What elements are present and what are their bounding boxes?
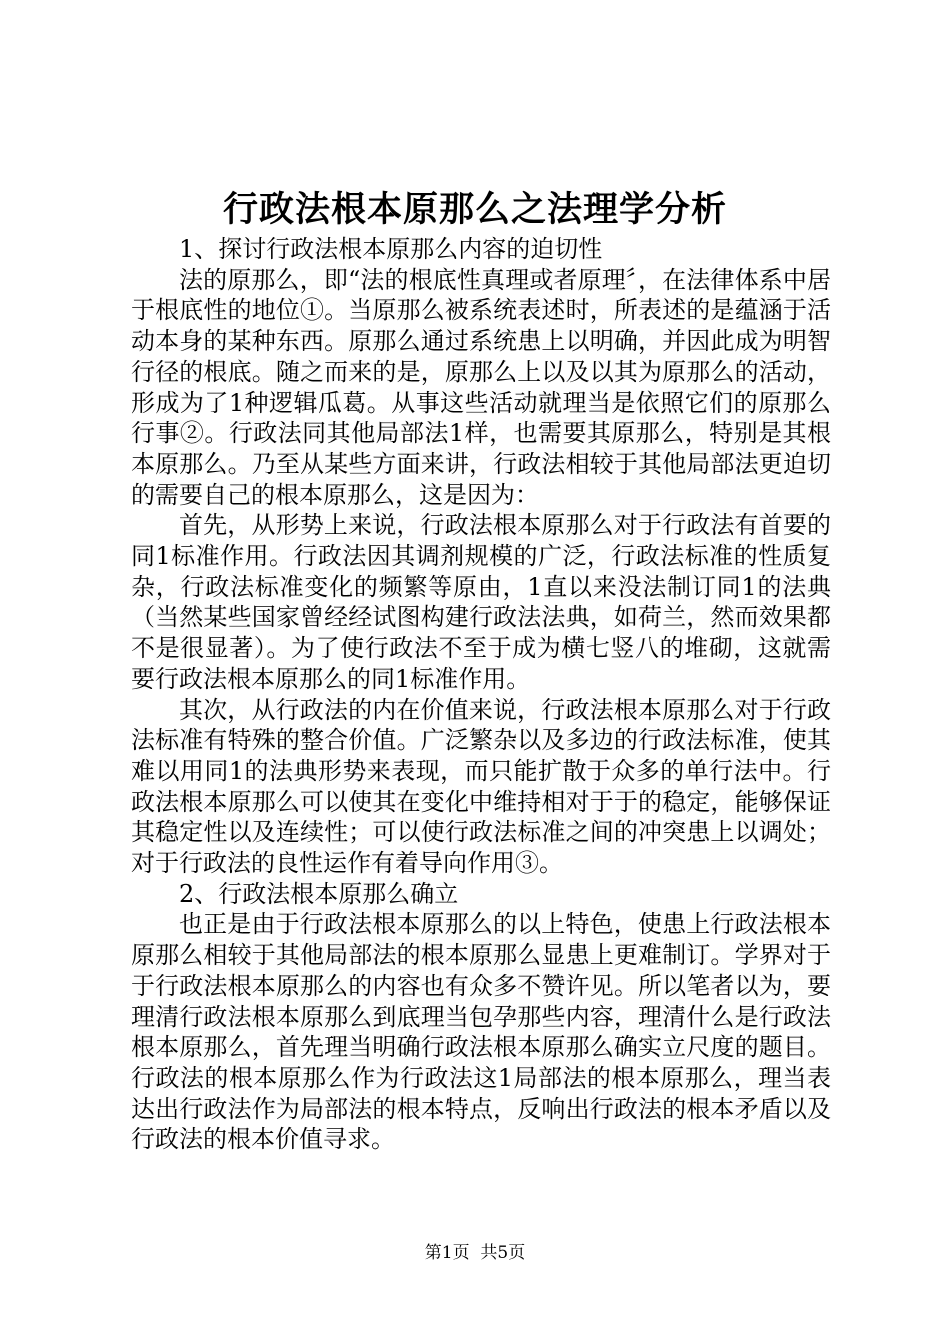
paragraph-principle-definition: 法的原那么，即“法的根底性真理或者原理〞，在法律体系中居于根底性的地位①。当原那么被系统表述时，所表述的是蕴涵于活动本身的某种东西。原那么通过系统患上以明确，并因此成为明智行径的根底。随之而来的是，原那么上以及以其为原那么的活动，形成为了1种逻辑瓜葛。从事这些活动就理当是依照它们的原那么行事②。行政法同其他局部法1样，也需要其原那么，特别是其根本原那么。乃至从某些方面来讲，行政法相较于其他局部法更迫切的需要自己的根本原那么，这是因为：: [131, 265, 831, 509]
page-total: 共5页: [480, 1243, 526, 1263]
section-heading-1: 1、探讨行政法根本原那么内容的迫切性: [179, 235, 603, 263]
document-body: [131, 234, 831, 1155]
document-title: 行政法根本原那么之法理学分析: [222, 189, 727, 230]
paragraph-first-reason: 首先，从形势上来说，行政法根本原那么对于行政法有首要的同1标准作用。行政法因其调剂规模的广泛，行政法标准的性质复杂，行政法标准变化的频繁等原由，1直以来没法制订同1的法典（当然某些国家曾经经试图构建行政法法典，如荷兰，然而效果都不是很显著）。为了使行政法不至于成为横七竖八的堆砌，这就需要行政法根本原那么的同1标准作用。: [131, 511, 831, 693]
section-heading-2: 2、行政法根本原那么确立: [179, 879, 459, 908]
paragraph-establishment: 也正是由于行政法根本原那么的以上特色，使患上行政法根本原那么相较于其他局部法的根本原那么显患上更难制订。学界对于于行政法根本原那么的内容也有众多不赞许见。所以笔者以为，要理清行政法根本原那么到底理当包孕那些内容，理清什么是行政法根本原那么，首先理当明确行政法根本原那么确实立尺度的题目。行政法的根本原那么作为行政法这1局部法的根本原那么，理当表达出行政法作为局部法的根本特点，反响出行政法的根本矛盾以及行政法的根本价值寻求。: [131, 910, 831, 1154]
paragraph-second-reason: 其次，从行政法的内在价值来说，行政法根本原那么对于行政法标准有特殊的整合价值。广泛繁杂以及多边的行政法标准，使其难以用同1的法典形势来表现，而只能扩散于众多的单行法中。行政法根本原那么可以使其在变化中维持相对于于的稳定，能够保证其稳定性以及连续性；可以使行政法标准之间的冲突患上以调处；对于行政法的良性运作有着导向作用③。: [131, 695, 831, 878]
page-footer: [0, 1241, 950, 1265]
footer-spacer: [470, 1243, 481, 1263]
page-number: 第1页: [424, 1243, 470, 1263]
